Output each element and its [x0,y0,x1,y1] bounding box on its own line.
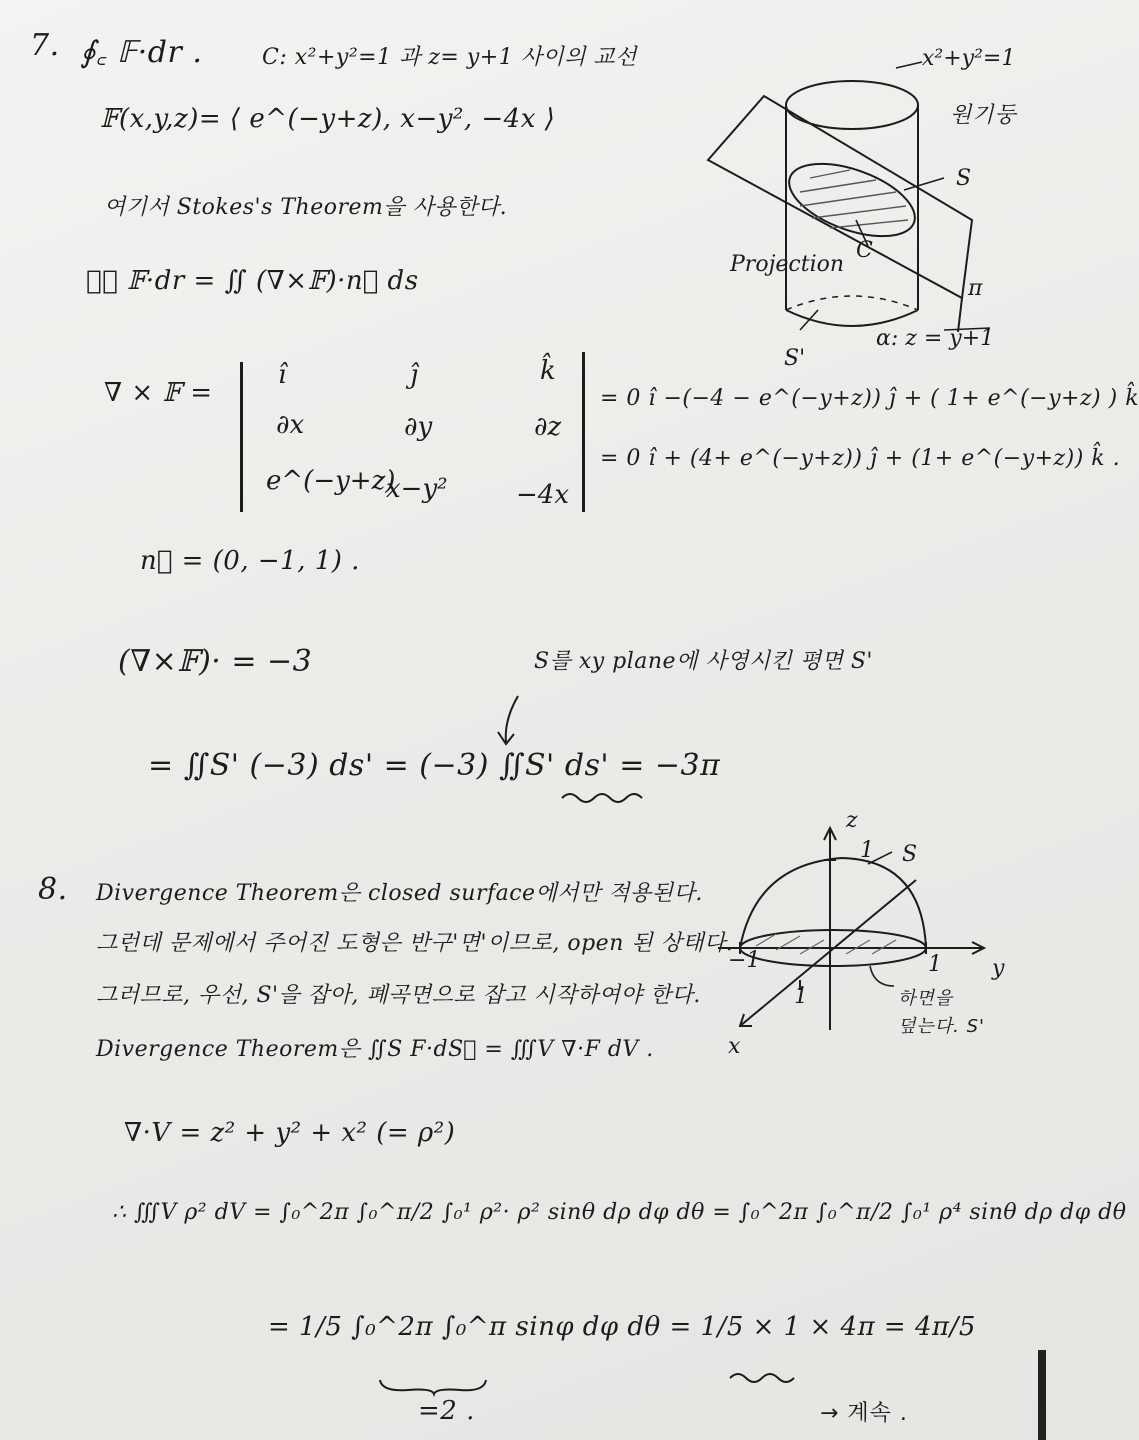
final-answer-underline [728,1370,808,1386]
bottom-cover-note2: 덮는다. S' [898,1016,985,1037]
matrix-partial-x: ∂x [276,410,305,440]
projection-note-arrow [490,690,550,750]
problem8-line1: Divergence Theorem은 closed surface에서만 적용된다. [96,881,703,906]
axis-x-tick-label: 1 [794,984,808,1009]
matrix-e-term: e^(−y+z) [266,466,396,496]
axis-z-label: z [846,808,858,833]
matrix-partial-y: ∂y [404,412,433,442]
normal-vector: n⃗ = (0, −1, 1) . [140,546,360,576]
curl-lhs: ∇ × 𝔽 = [104,378,213,408]
triple-integral-line: ∴ ∭V ρ² dV = ∫₀^2π ∫₀^π/2 ∫₀¹ ρ²· ρ² sinθ dρ dφ dθ = ∫₀^2π ∫₀^π/2 ∫₀¹ ρ⁴ sinθ dρ dφ dθ [112,1200,1127,1225]
axis-y-pos-tick: 1 [928,952,942,977]
answer-underline [560,790,650,806]
curl-result-line2: = 0 î + (4+ e^(−y+z)) ĵ + (1+ e^(−y+z)) k̂ . [600,446,1121,471]
problem8-number: 8. [38,872,68,907]
axis-z-tick-label: 1 [860,838,874,863]
page-edge-shadow [1038,1350,1046,1440]
sin-integral-value: =2 . [418,1396,475,1426]
matrix-left-bar [240,362,243,512]
curl-result-line1: = 0 î −(−4 − e^(−y+z)) ĵ + ( 1+ e^(−y+z) ) k̂ [600,386,1139,411]
hemisphere-s-label: S [902,842,918,867]
dot-product: (∇×𝔽)· = −3 [118,644,313,679]
projection-note: S를 xy plane에 사영시킨 평면 S' [534,649,873,674]
divergence-expression: ∇·V = z² + y² + x² (= ρ²) [124,1118,456,1148]
problem7-method: 여기서 Stokes's Theorem을 사용한다. [104,195,508,220]
problem8-line3: 그러므로, 우선, S'을 잡아, 폐곡면으로 잡고 시작하여야 한다. [96,983,701,1008]
matrix-i-hat: î [278,360,287,390]
matrix-x-minus-y2: x−y² [386,474,448,504]
final-result-line: = 1/5 ∫₀^2π ∫₀^π sinφ dφ dθ = 1/5 × 1 × 4π = 4π/5 [268,1312,976,1342]
projected-sprime-label: S' [784,346,806,371]
surface-s-label: S [956,166,972,191]
problem7-stokes-equation: ∮꜀ 𝔽·dr = ∬ (∇×𝔽)·n⃗ ds [86,266,419,296]
problem7-curve: C: x²+y²=1 과 z= y+1 사이의 교선 [262,45,637,70]
curve-c-label: C [856,238,873,263]
plane-equation-label: α: z = y+1 [876,326,995,351]
problem7-result-line: = ∬S' (−3) ds' = (−3) ∬S' ds' = −3π [148,748,721,783]
projection-label: Projection [730,252,845,277]
bottom-cover-note1: 하면을 [898,988,954,1009]
matrix-right-bar [582,352,585,512]
matrix-minus-4x: −4x [516,480,569,510]
cylinder-korean-label: 원기둥 [950,103,1017,128]
problem8-line2: 그런데 문제에서 주어진 도형은 반구'면'이므로, open 된 상태다. [96,931,734,956]
matrix-k-hat: k̂ [540,356,556,386]
axis-y-label: y [992,956,1005,981]
axis-x-label: x [728,1034,741,1059]
axis-y-neg-tick: −1 [728,948,761,973]
problem7-number: 7. [30,28,60,63]
sin-integral-brace [378,1376,488,1396]
plane-pi-label: π [968,276,983,301]
problem7-field: 𝔽(x,y,z)= ⟨ e^(−y+z), x−y², −4x ⟩ [100,104,556,134]
cylinder-equation-label: x²+y²=1 [922,46,1016,71]
continue-note: → 계속 . [820,1401,908,1426]
problem8-line4: Divergence Theorem은 ∬S F·dS⃗ = ∭V ∇·F dV . [96,1037,654,1062]
problem7-line-integral: ∮꜀ 𝔽·dr . [80,35,203,70]
matrix-j-hat: ĵ [410,360,419,390]
matrix-partial-z: ∂z [534,412,562,442]
